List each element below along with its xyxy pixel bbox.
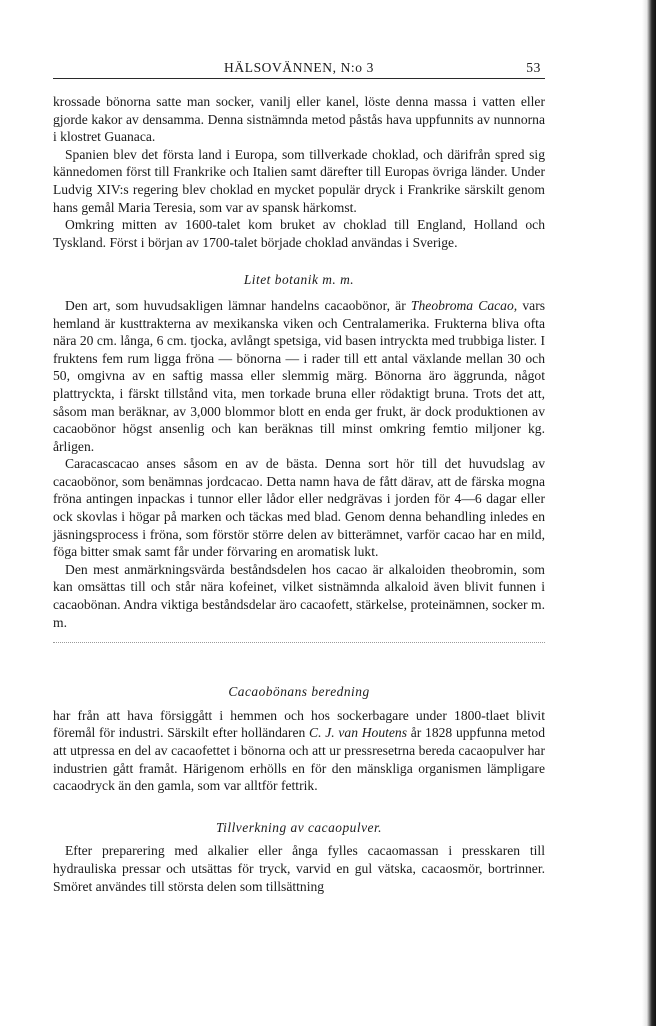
- paragraph: Caracascacao anses såsom en av de bästa. Denna sort hör till det huvudslag av cacaobönor, som benämnas jordcacao. Detta namn hava de fått därav, att de färska mogna fröna antingen inpackas i tunnor eller lådor eller nedgrävas i jorden för 4—6 dagar eller ock skovlas i högar på marken och täckas med blad. Genom denna behandling inledes en jäsningsprocess i fröna, som förstör större delen av bitterämnet, varför cacao har en mild, föga bitter smak samt får under förvaring en aromatisk lukt.: [53, 456, 545, 560]
- text-run: vars hemland är kusttrakterna av mexikanska viken och Centralamerika. Frukterna bliva ofta nära 20 cm. långa, 6 cm. tjocka, avlångt spetsiga, vid basen intryckta med trubbiga lister. I fruktens fem rum ligga fröna — bönorna — i rader till ett antal växlande mellan 30 och 50, omgivna av en saftig massa eller slemmig märg. Bönorna äro äggrunda, något plattryckta, i färskt tillstånd vita, men torkade bruna eller rödaktigt bruna. Trots det att, såsom man beräknar, av 3,000 blommor blott en enda ger frukt, är dock produktionen av cacaobönor högst ansenlig och kan beräknas till minst omkring femtio miljoner kg. årligen.: [53, 297, 546, 454]
- paragraph: [53, 297, 545, 455]
- paragraph: Den mest anmärkningsvärda beståndsdelen hos cacao är alkaloiden theobromin, som kan omsättas till och står nära kofeinet, vilket sistnämnda alkaloid även blivit funnen i cacaobönan. Andra viktiga beståndsdelar äro cacaofett, stärkelse, proteinämnen, socker m. m.: [53, 561, 545, 630]
- paragraph: Efter preparering med alkalier eller ånga fylles cacaomassan i presskaren till hydrauliska pressar och utsättas för tryck, varvid en gul vätska, cacaosmör, bortrinner. Smöret användes till största delen som tillsättning: [53, 843, 545, 894]
- page-number: 53: [526, 60, 541, 75]
- paragraph: krossade bönorna satte man socker, vanilj eller kanel, löste denna massa i vatten eller gjorde kakor av densamma. Denna sistnämnda metod påstås hava uppfunnits av nunnorna i klostret Guanaca.: [53, 94, 545, 145]
- text-run: Den art, som huvudsakligen lämnar handelns cacaobönor, är: [65, 297, 411, 313]
- divider: [53, 642, 545, 643]
- paragraph: Spanien blev det första land i Europa, som tillverkade choklad, och därifrån spred sig kännedomen först till Frankrike och Italien samt därefter till Europas övriga länder. Under Ludvig XIV:s regering blev choklad en mycket populär dryck i Frankrike särskilt genom hans gemål Maria Teresia, som var av spansk härkomst.: [53, 146, 545, 215]
- section-heading-beredning: Cacaobönans beredning: [228, 684, 370, 700]
- running-title: HÄLSOVÄNNEN, N:o 3: [224, 60, 374, 75]
- paragraph: [53, 707, 545, 795]
- text-run: år 1828 uppfunna metod att utpressa en del av cacaofettet i bönorna och att ur pressresetrna bereda cacaopulver har industrien gått framåt. Härigenom erhölls en för den mänskliga organismen lämpligare cacaodryck än den gamla, som var alltför fettrik.: [53, 725, 545, 794]
- running-header: [53, 56, 545, 79]
- page-body: [53, 93, 545, 895]
- scan-edge: [642, 0, 656, 1026]
- section-heading-botanik: Litet botanik m. m.: [243, 272, 355, 288]
- text-run: har från att hava försiggått i hemmen och hos sockerbagare under 1800-tlaet blivit föremål för industri. Särskilt efter holländaren: [53, 707, 545, 741]
- person-name: C. J. van Houtens: [309, 725, 408, 741]
- paragraph: Omkring mitten av 1600-talet kom bruket av choklad till England, Holland och Tyskland. Först i början av 1700-talet började choklad användas i Sverige.: [53, 217, 545, 250]
- section-heading-tillverkning: Tillverkning av cacaopulver.: [215, 819, 383, 835]
- species-name: Theobroma Cacao,: [410, 297, 518, 313]
- book-page: [53, 56, 545, 895]
